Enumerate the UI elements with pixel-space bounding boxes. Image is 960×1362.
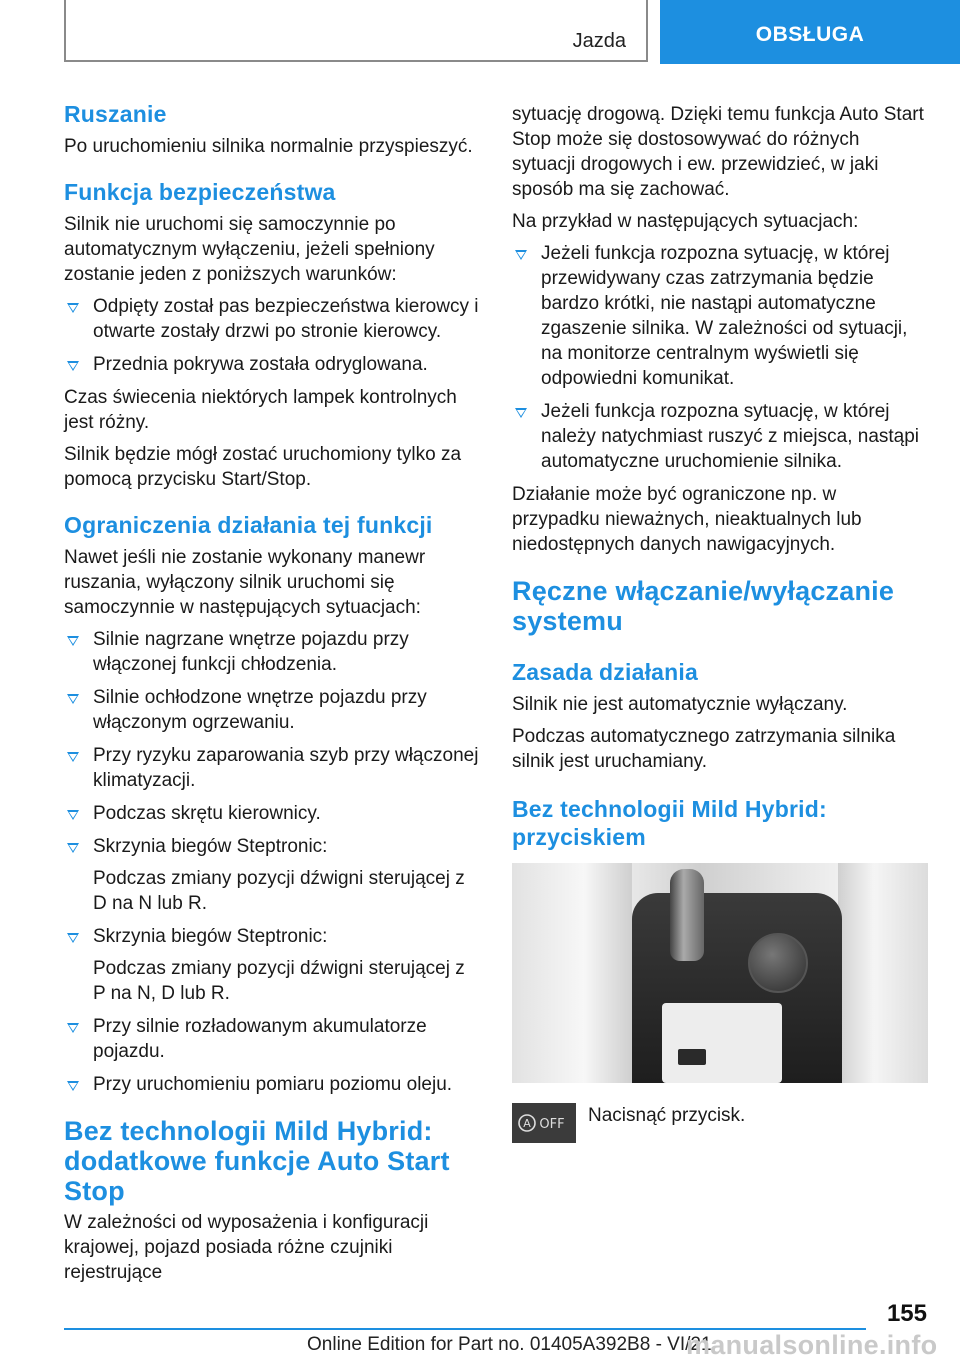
triangle-bullet-icon	[67, 810, 79, 820]
list-item-text: Przednia pokrywa została odryglowana.	[93, 354, 428, 375]
list-item	[64, 924, 480, 1006]
triangle-bullet-icon	[67, 694, 79, 704]
gear-lever-icon	[670, 869, 704, 961]
chapter-tab[interactable]	[660, 0, 960, 64]
bullet-list	[64, 294, 480, 377]
paragraph: Po uruchomieniu silnika normalnie przyspieszyć.	[64, 136, 473, 157]
heading-principle: Zasada działania	[512, 659, 698, 685]
section-ruszanie	[64, 100, 480, 159]
paragraph: Działanie może być ograniczone np. w przypadku nieważnych, nieaktualnych lub niedostępnych danych nawigacyjnych.	[512, 484, 862, 555]
list-item	[64, 834, 480, 916]
list-item	[512, 399, 928, 474]
svg-text:A: A	[523, 1117, 531, 1130]
triangle-bullet-icon	[67, 361, 79, 371]
page-number: 155	[886, 1300, 927, 1327]
heading-limits: Ograniczenia działania tej funkcji	[64, 512, 433, 538]
bullet-list	[64, 627, 480, 1097]
section-safety	[64, 178, 480, 492]
triangle-bullet-icon	[515, 408, 527, 418]
paragraph: Czas świecenia niektórych lampek kontrolnych jest różny.	[64, 387, 457, 433]
paragraph: sytuację drogową. Dzięki temu funkcja Auto Start Stop może się dostosowywać do różnych sytuacji drogowych i ew. przewidzieć, w jaki sposób ma się zachować.	[512, 104, 924, 200]
list-item	[512, 241, 928, 391]
heading-safety: Funkcja bezpieczeństwa	[64, 179, 336, 205]
paragraph: Nacisnąć przycisk.	[588, 1105, 746, 1126]
list-item	[64, 1072, 480, 1097]
controller-knob-icon	[748, 933, 808, 993]
triangle-bullet-icon	[515, 250, 527, 260]
seat-right	[838, 863, 928, 1083]
seat-left	[512, 863, 632, 1083]
triangle-bullet-icon	[67, 843, 79, 853]
triangle-bullet-icon	[67, 933, 79, 943]
auto-start-stop-off-icon	[512, 1103, 576, 1143]
list-item-text: Odpięty został pas bezpieczeństwa kierowcy i otwarte zostały drzwi po stronie kierowcy.	[93, 296, 479, 342]
list-item-text: Silnie ochłodzone wnętrze pojazdu przy włączonym ogrzewaniu.	[93, 687, 427, 733]
paragraph: Nawet jeśli nie zostanie wykonany manewr ruszania, wyłączony silnik uruchomi się samoczynnie w następujących sytuacjach:	[64, 547, 426, 618]
list-item-text: Przy ryzyku zaparowania szyb przy włączonej klimatyzacji.	[93, 745, 479, 791]
chapter-tab-label: OBSŁUGA	[755, 23, 865, 46]
console-panel	[662, 1003, 782, 1083]
section-limits	[64, 511, 480, 1097]
paragraph: Silnik nie uruchomi się samoczynnie po automatycznym wyłączeniu, jeżeli spełniony zostanie jeden z poniższych warunków:	[64, 214, 435, 285]
heading-ruszanie: Ruszanie	[64, 101, 167, 127]
paragraph: Na przykład w następujących sytuacjach:	[512, 211, 859, 232]
button-instruction	[512, 1103, 928, 1143]
center-console-photo	[512, 863, 928, 1083]
triangle-bullet-icon	[67, 303, 79, 313]
paragraph: Silnik będzie mógł zostać uruchomiony tylko za pomocą przycisku Start/Stop.	[64, 444, 462, 490]
list-item	[64, 743, 480, 793]
triangle-bullet-icon	[67, 636, 79, 646]
watermark: manualsonline.info	[686, 1330, 938, 1360]
heading-auto-start-stop: Bez technologii Mild Hybrid: dodatkowe funkcje Auto Start Stop	[64, 1116, 450, 1206]
list-item	[64, 801, 480, 826]
section-title: Jazda	[572, 30, 626, 52]
auto-start-stop-button-icon	[678, 1049, 706, 1065]
list-item-subtext: Podczas zmiany pozycji dźwigni sterującej z P na N, D lub R.	[93, 958, 465, 1004]
list-item	[64, 294, 480, 344]
left-column	[64, 100, 480, 1304]
list-item-text: Skrzynia biegów Steptronic:	[93, 836, 328, 857]
list-item	[64, 1014, 480, 1064]
list-item-subtext: Podczas zmiany pozycji dźwigni sterującej z D na N lub R.	[93, 868, 465, 914]
section-auto-start-stop	[64, 1116, 480, 1285]
list-item-text: Skrzynia biegów Steptronic:	[93, 926, 328, 947]
triangle-bullet-icon	[67, 1081, 79, 1091]
list-item	[64, 627, 480, 677]
list-item-text: Podczas skrętu kierownicy.	[93, 803, 321, 824]
header-box	[64, 0, 648, 62]
edition-text: Online Edition for Part no. 01405A392B8 - VI/21	[307, 1334, 712, 1355]
list-item-text: Jeżeli funkcja rozpozna sytuację, w której należy natychmiast ruszyć z miejsca, nastąpi automatyczne uruchomienie silnika.	[541, 401, 920, 472]
list-item-text: Przy silnie rozładowanym akumulatorze pojazdu.	[93, 1016, 427, 1062]
list-item	[64, 685, 480, 735]
heading-manual: Ręczne włączanie/wyłączanie systemu	[512, 576, 895, 636]
list-item-text: Silnie nagrzane wnętrze pojazdu przy włączonej funkcji chłodzenia.	[93, 629, 409, 675]
paragraph: W zależności od wyposażenia i konfiguracji krajowej, pojazd posiada różne czujniki rejestrujące	[64, 1212, 429, 1283]
heading-button: Bez technologii Mild Hybrid: przyciskiem	[512, 796, 827, 850]
off-icon-label: OFF	[539, 1117, 565, 1132]
list-item-text: Przy uruchomieniu pomiaru poziomu oleju.	[93, 1074, 453, 1095]
triangle-bullet-icon	[67, 752, 79, 762]
right-column	[512, 102, 928, 1143]
list-item-text: Jeżeli funkcja rozpozna sytuację, w której przewidywany czas zatrzymania będzie bardzo krótki, nie nastąpi automatyczne zgaszenie silnika. W zależności od sytuacji, na monitorze centralnym wyświetli się odpowiedni komunikat.	[541, 243, 908, 389]
list-item	[64, 352, 480, 377]
paragraph: Silnik nie jest automatycznie wyłączany.	[512, 694, 848, 715]
paragraph: Podczas automatycznego zatrzymania silnika silnik jest uruchamiany.	[512, 726, 896, 772]
triangle-bullet-icon	[67, 1023, 79, 1033]
bullet-list	[512, 241, 928, 474]
